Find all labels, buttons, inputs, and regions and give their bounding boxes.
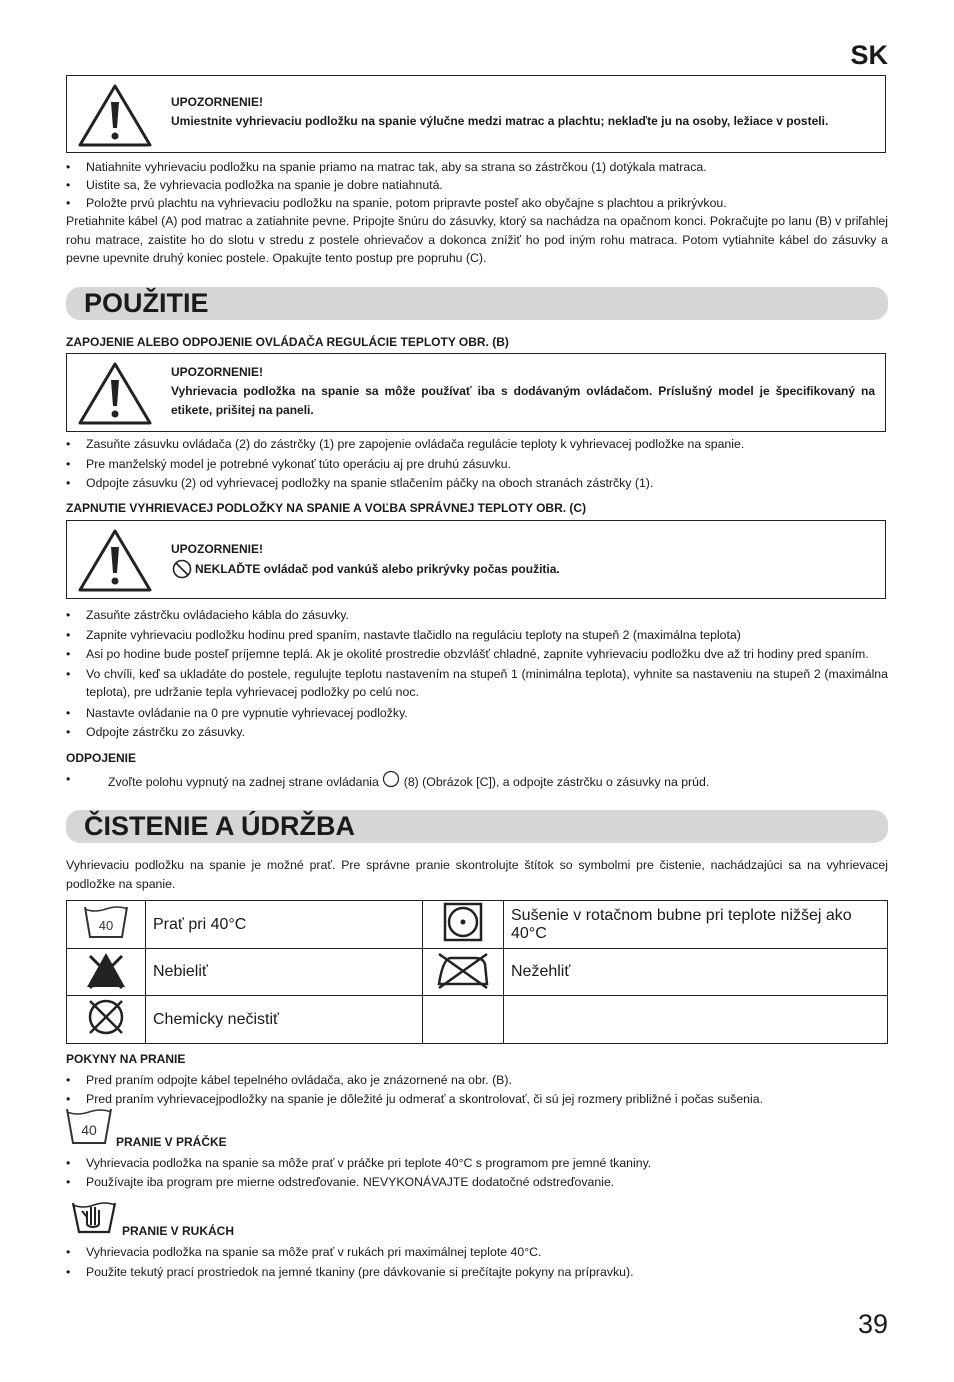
language-code: SK [850,40,888,70]
hand-wash-icon [70,1195,118,1235]
list-item: • Odpojte zásuvku (2) od vyhrievacej podložky na spanie stlačením páčky na oboch stranách zástrčky (1). [66,476,654,490]
warning-box-placement [66,75,886,153]
svg-text:40: 40 [81,1122,97,1138]
table-row [67,901,888,949]
care-label-wash: Prať pri 40°C [146,901,423,949]
subheading-switch-on: ZAPNUTIE VYHRIEVACEJ PODLOŽKY NA SPANIE A VOĽBA SPRÁVNEJ TEPLOTY OBR. (C) [66,501,587,515]
warning-text: Vyhrievacia podložka na spanie sa môže používať iba s dodávaným ovládačom. Príslušný model je špecifikovaný na etikete, prišitej na paneli. [171,384,875,417]
subheading-washing: POKYNY NA PRANIE [66,1052,186,1066]
table-row [67,949,888,996]
care-intro: Vyhrievaciu podložku na spanie je možné prať. Pre správne pranie skontrolujte štítok so symbolmi pre čistenie, nachádzajúci sa na vyhrievacej podložke na spanie. [66,858,888,891]
list-item: • Zasuňte zásuvku ovládača (2) do zástrčky (1) pre zapojenie ovládača regulácie teploty k vyhrievacej podložke na spanie. [66,437,745,451]
list-item: • Vyhrievacia podložka na spanie sa môže prať v práčke pri teplote 40°C s programom pre jemné tkaniny. [66,1156,652,1170]
svg-text:40: 40 [98,918,114,933]
list-item: • Položte prvú plachtu na vyhrievaciu podložku na spanie, potom pripravte posteľ ako obyčajne s plachtou a prikrývkou. [66,196,727,210]
care-symbols-table [66,900,888,1044]
care-label-bleach: Nebieliť [146,949,423,996]
page-number: 39 [857,1309,888,1339]
subheading-machine-wash: PRANIE V PRÁČKE [116,1135,227,1149]
warning-text: NEKLAĎTE ovládač pod vankúš alebo prikrývky počas použitia. [195,561,560,576]
list-item: • Pre manželský model je potrebné vykonať túto operáciu aj pre druhú zásuvku. [66,457,511,471]
list-item: • Asi po hodine bude posteľ príjemne teplá. Ak je okolité prostredie obzvlášť chladné, zapnite vyhrievaciu podložku dve až tri hodiny pred spaním. [66,647,869,661]
list-item: • Pred praním vyhrievacejpodložky na spanie je dôležité ju odmerať a skontrolovať, či sú jej rozmery približné i počas sušenia. [66,1092,764,1106]
list-item: • Zapnite vyhrievaciu podložku hodinu pred spaním, nastavte tlačidlo na reguláciu teploty na stupeň 2 (maximálna teplota) [66,628,741,642]
list-item: • Zasuňte zástrčku ovládacieho kábla do zásuvky. [66,608,349,622]
warning-text: Umiestnite vyhrievaciu podložku na spanie výlučne medzi matrac a plachtu; neklaďte ju na osoby, ležiace v posteli. [171,114,829,128]
list-item: • Uistite sa, že vyhrievacia podložka na spanie je dobre natiahnutá. [66,178,443,192]
warning-triangle-icon [77,82,153,148]
care-label-iron: Nežehliť [504,949,888,996]
warning-title: UPOZORNENIE! [171,95,264,109]
list-item: • Vyhrievacia podložka na spanie sa môže prať v rukách pri maximálnej teplote 40°C. [66,1245,542,1259]
list-item: • Odpojte zástrčku zo zásuvky. [66,725,246,739]
wash-40-icon [82,904,130,940]
no-bleach-icon [84,950,128,990]
intro-paragraph: Pretiahnite kábel (A) pod matrac a zatiahnite pevne. Pripojte šnúru do zásuvky, ktorý sa nachádza na opačnom konci. Pokračujte po lanu (B) v priľahlej rohu matrace, zaistite ho do slotu v stredu z postele ohrievačov a dokonca znížiť ho pod iným rohu matraca. Potom vytiahnite kábel do zásuvky a pevne upevnite druhý koniec postele. Opakujte tento postup pre popruhu (C). [66,214,888,265]
no-dry-clean-icon [85,996,127,1038]
warning-box-controller [66,353,886,432]
list-item: • Použite tekutý prací prostriedok na jemné tkaniny (pre dávkovanie si prečítajte pokyny na prípravku). [66,1265,634,1279]
care-label-dryclean: Chemicky nečistiť [146,996,423,1044]
list-item: • Vo chvíli, keď sa ukladáte do postele, regulujte teplotu nastavením na stupeň 1 (minimálna teplota), vyhnite sa nastaveniu na stupeň 2 (maximálna teplota), pre udržanie tepla vyhrievacej podložky po celú noc. [66,667,888,699]
warning-title: UPOZORNENIE! [171,365,264,379]
no-iron-icon [435,950,491,990]
tumble-dry-low-icon [442,901,484,943]
power-off-icon [382,770,400,788]
warning-box-pillow [66,520,886,599]
list-item: • Pred praním odpojte kábel tepelného ovládača, ako je znázornené na obr. (B). [66,1073,512,1087]
subheading-connect: ZAPOJENIE ALEBO ODPOJENIE OVLÁDAČA REGULÁCIE TEPLOTY OBR. (B) [66,335,509,349]
subheading-hand-wash: PRANIE V RUKÁCH [122,1224,235,1238]
list-item: • Používajte iba program pre mierne odstreďovanie. NEVYKONÁVAJTE dodatočné odstreďovanie. [66,1175,615,1189]
section-heading-usage: POUŽITIE [66,287,888,320]
subheading-disconnect: ODPOJENIE [66,751,137,765]
section-heading-cleaning: ČISTENIE A ÚDRŽBA [66,810,888,843]
list-item: • Zvoľte polohu vypnutý na zadnej strane ovládania (8) (Obrázok [C]), a odpojte zástrčku o zásuvky na prúd. [66,772,710,789]
list-item: • Natiahnite vyhrievaciu podložku na spanie priamo na matrac tak, aby sa strana so zástrčkou (1) dotýkala matraca. [66,160,707,174]
prohibited-icon [171,559,193,579]
table-row [67,996,888,1044]
warning-title: UPOZORNENIE! [171,542,264,556]
warning-triangle-icon [77,360,153,426]
care-label-dry: Sušenie v rotačnom bubne pri teplote nižšej ako 40°C [504,901,888,949]
machine-wash-40-icon [64,1106,114,1146]
list-item: • Nastavte ovládanie na 0 pre vypnutie vyhrievacej podložky. [66,706,408,720]
warning-triangle-icon [77,527,153,593]
